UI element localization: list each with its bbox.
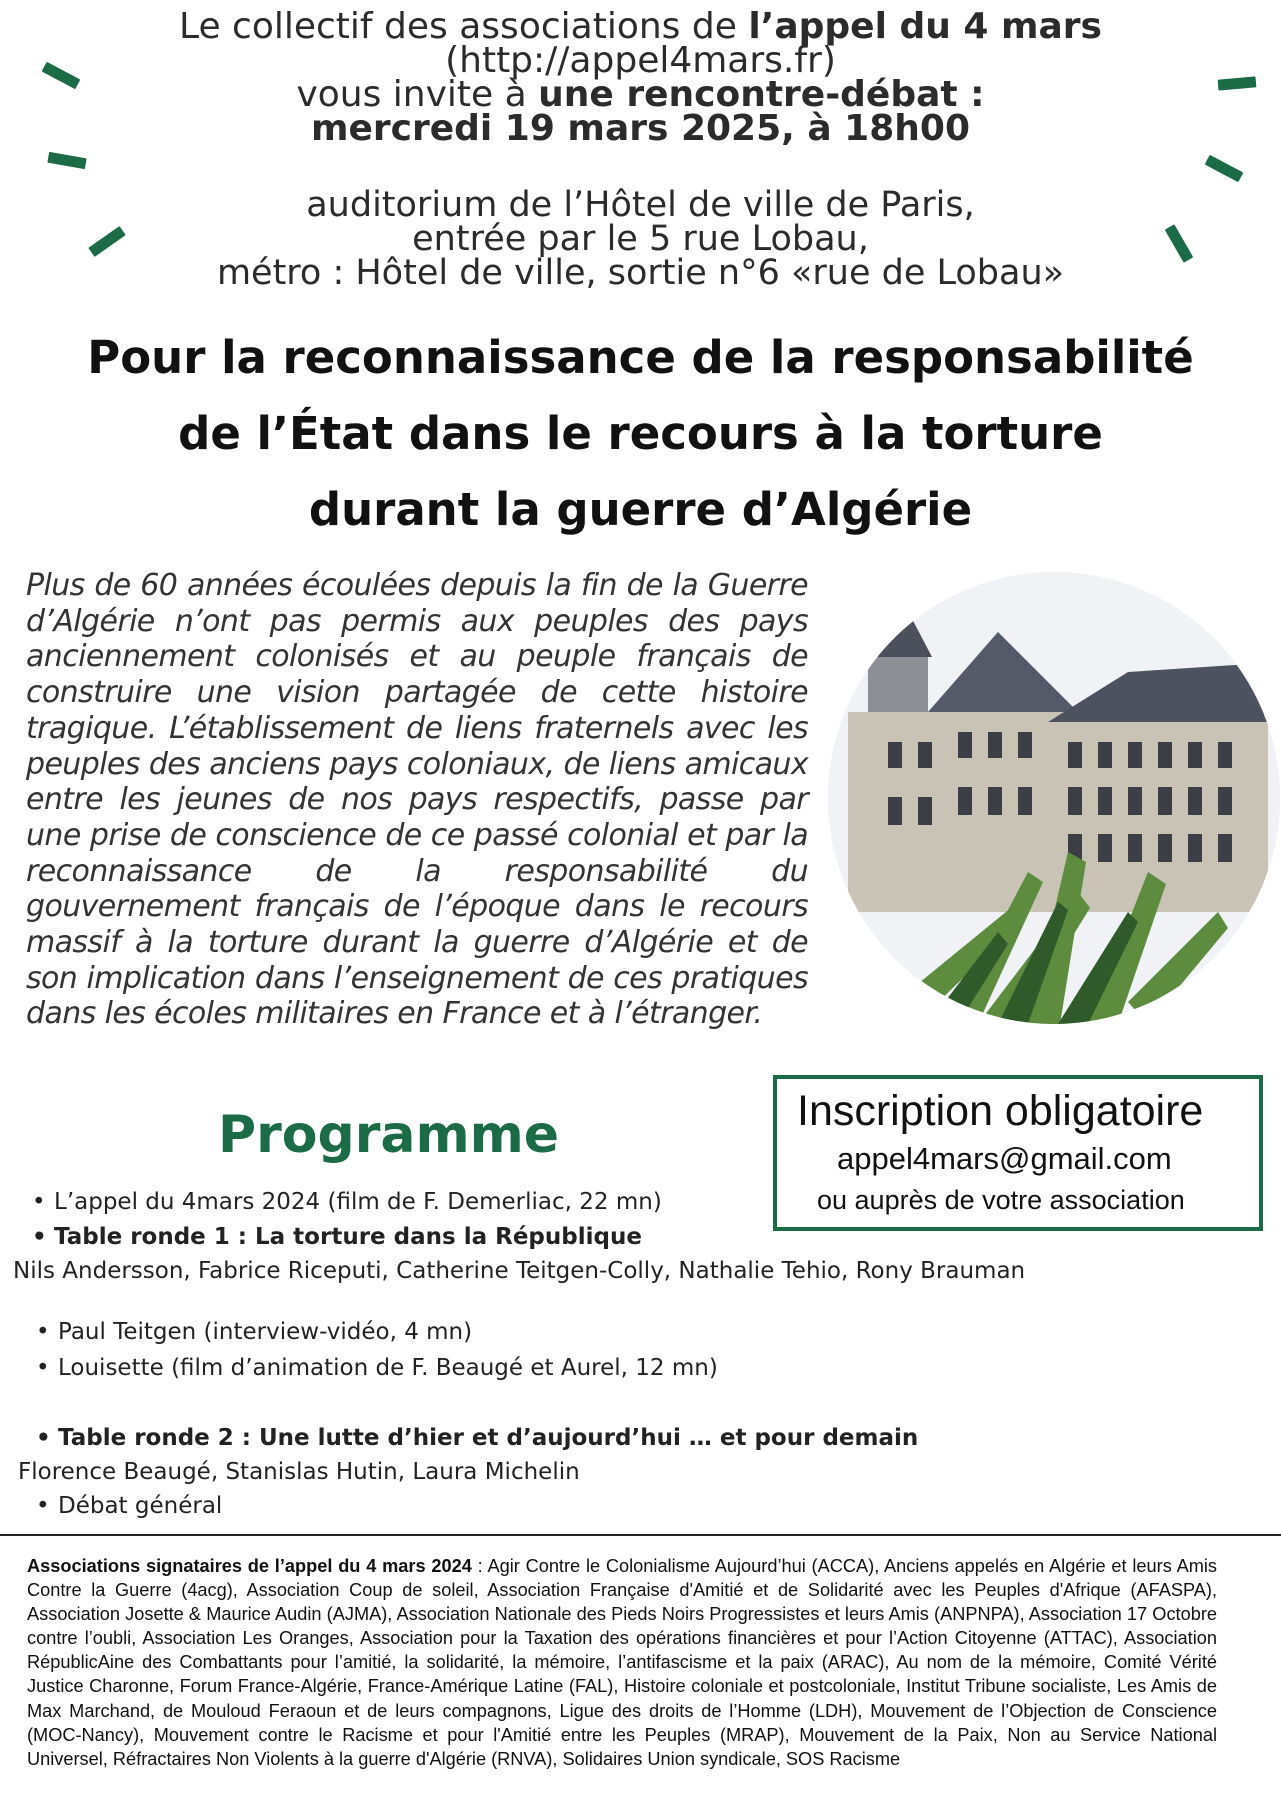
programme-speakers: Florence Beaugé, Stanislas Hutin, Laura Michelin [18,1459,580,1485]
event-date: mercredi 19 mars 2025, à 18h00 [310,108,971,149]
programme-item-text: Table ronde 1 : La torture dans la République [54,1224,642,1250]
hotel-de-ville-illustration [828,572,1280,1024]
hotel-de-ville-photo [828,572,1280,1024]
decor-dash [47,152,86,169]
intro-paragraph: Plus de 60 années écoulées depuis la fin de la Guerre d’Algérie n’ont pas permis aux peuples des pays anciennement colonisés et au peuple français de construire une vision partagée de cette histoire tragique. L’établissement de liens fraternels avec les peuples des anciens pays coloniaux, de liens amicaux entre les jeunes de nos pays respectifs, passe par une prise de conscience de ce passé colonial et par la reconnaissance de la responsabilité du gouvernement français de l’époque dans le recours massif à la torture durant la guerre d’Algérie et de son implication dans l’enseignement de ces pratiques dans les écoles militaires en France et à l’étranger. [26,568,808,1032]
signatory-associations [0,1534,1281,1806]
programme-item: • Louisette (film d’animation de F. Beaugé et Aurel, 12 mn) [36,1355,718,1381]
header-line-1 [0,6,1281,47]
header-text: Le collectif des associations de [179,6,749,47]
collective-name: l’appel du 4 mars [748,6,1102,47]
programme-item-text: Paul Teitgen (interview-vidéo, 4 mn) [58,1319,473,1345]
venue-line-2: entrée par le 5 rue Lobau, [412,219,869,259]
header-line-3 [0,74,1281,115]
venue-line-1: auditorium de l’Hôtel de ville de Paris, [306,185,975,225]
associations-list: : Agir Contre le Colonialisme Aujourd’hui (ACCA), Anciens appelés en Algérie et leurs Amis Contre la Guerre (4acg), Association Coup de soleil, Association Française d'Amitié et de Solidarité avec les Peuples d'Afrique (AFASPA), Association Josette & Maurice Audin (AJMA), Association Nationale des Pieds Noirs Progressistes et leurs Amis (ANPNPA), Association 17 Octobre contre l’oubli, Association Les Oranges, Association pour la Taxation des opérations financières et pour l’Action Citoyenne (ATTAC), Association RépublicAine des Combattants pour l’amitié, la solidarité, la mémoire, l’antifascisme et la paix (ARAC), Au nom de la mémoire, Comité Vérité Justice Charonne, Forum France-Algérie, France-Amérique Latine (FAL), Histoire coloniale et postcoloniale, Institut Tribune socialiste, Les Amis de Max Marchand, de Mouloud Feraoun et de leurs compagnons, Ligue des droits de l’Homme (LDH), Mouvement de l’Objection de Conscience (MOC-Nancy), Mouvement contre le Racisme et pour l'Amitié entre les Peuples (MRAP), Mouvement de la Paix, Non au Service National Universel, Réfractaires Non Violents à la guerre d'Algérie (RNVA), Solidaires Union syndicale, SOS Racisme [27,1556,1217,1769]
programme-item: • Table ronde 1 : La torture dans la République [32,1224,642,1250]
programme-item: • Table ronde 2 : Une lutte d’hier et d’aujourd’hui … et pour demain [36,1425,919,1451]
programme-speakers: Nils Andersson, Fabrice Riceputi, Catherine Teitgen-Colly, Nathalie Tehio, Rony Brauman [13,1258,1026,1284]
programme-item: • L’appel du 4mars 2024 (film de F. Demerliac, 22 mn) [32,1189,662,1215]
event-title [40,320,1241,548]
registration-email[interactable]: appel4mars@gmail.com [837,1141,1172,1176]
associations-label: Associations signataires de l’appel du 4 mars 2024 [27,1556,472,1576]
title-line-1: Pour la reconnaissance de la responsabilité [87,331,1194,384]
event-venue [0,185,1281,293]
venue-line-3: métro : Hôtel de ville, sortie n°6 «rue de Lobau» [216,253,1065,293]
header-text: vous invite à [296,74,539,115]
programme-item: • Débat général [36,1493,223,1519]
title-line-3: durant la guerre d’Algérie [308,483,973,536]
programme-title: Programme [218,1105,560,1165]
registration-box [773,1075,1263,1231]
decor-dash [1205,155,1244,183]
registration-note: ou auprès de votre association [817,1185,1185,1215]
associations-text [27,1554,1217,1771]
title-line-2: de l’État dans le recours à la torture [178,407,1103,460]
website-url: (http://appel4mars.fr) [445,40,836,81]
programme-item-text: Louisette (film d’animation de F. Beaugé et Aurel, 12 mn) [58,1355,718,1381]
programme-item-text: L’appel du 4mars 2024 (film de F. Demerliac, 22 mn) [54,1189,662,1215]
programme-item-text: Débat général [58,1493,223,1519]
programme-item: • Paul Teitgen (interview-vidéo, 4 mn) [36,1319,473,1345]
registration-title: Inscription obligatoire [797,1087,1204,1135]
programme-item-text: Table ronde 2 : Une lutte d’hier et d’aujourd’hui … et pour demain [58,1425,919,1451]
event-type: une rencontre-débat : [538,74,985,115]
event-header [0,6,1281,149]
